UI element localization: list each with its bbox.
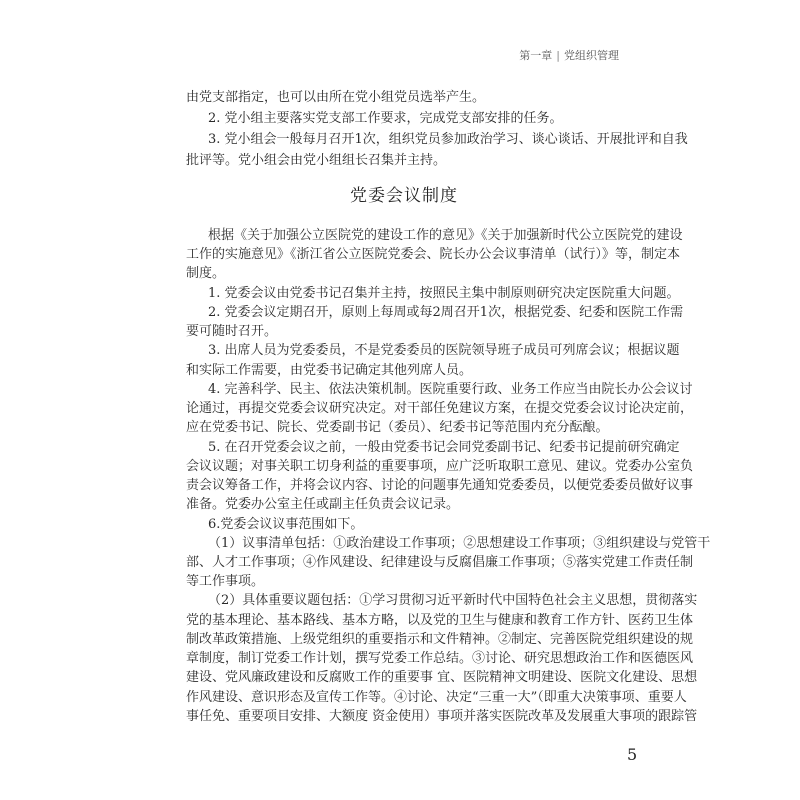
text-line: （2）具体重要议题包括：①学习贯彻习近平新时代中国特色社会主义思想，贯彻落实 (208, 593, 698, 609)
page-number: 5 (627, 745, 638, 764)
text-line: 1. 党委会议由党委书记召集并主持，按照民主集中制原则研究决定医院重大问题。 (208, 285, 680, 301)
running-header (519, 47, 619, 63)
text-line: 等工作事项。 (186, 574, 265, 590)
text-line: 2. 党小组主要落实党支部工作要求，完成党支部安排的任务。 (208, 111, 563, 126)
text-line: 部、人才工作事项；④作风建设、纪律建设与反腐倡廉工作事项；⑤落实党建工作责任制 (186, 554, 694, 570)
body-text (186, 226, 711, 726)
text-line: 工作的实施意见》《浙江省公立医院党委会、院长办公会议事清单（试行）》等，制定本 (186, 247, 681, 263)
text-line: 责会议筹备工作，并将会议内容、讨论的问题事先通知党委委员，以便党委委员做好议事 (186, 478, 694, 494)
continued-text (186, 87, 688, 171)
header-separator: | (556, 49, 560, 62)
text-line: 制度。 (186, 266, 226, 282)
chapter-label: 第一章 (519, 49, 553, 62)
text-line: 要可随时召开。 (186, 324, 278, 340)
text-line: 党的基本理论、基本路线、基本方略，以及党的卫生与健康和教育工作方针、医药卫生体 (186, 612, 694, 628)
text-line: 和实际工作需要，由党委书记确定其他列席人员。 (186, 362, 473, 378)
text-line: 批评等。党小组会由党小组组长召集并主持。 (186, 153, 447, 168)
text-line: （1）议事清单包括：①政治建设工作事项；②思想建设工作事项；③组织建设与党管干 (208, 535, 711, 551)
text-line: 6.党委会议议事范围如下。 (208, 516, 364, 532)
text-line: 制改革政策措施、上级党组织的重要指示和文件精神。②制定、完善医院党组织建设的规 (186, 631, 694, 647)
text-line: 章制度，制订党委工作计划，撰写党委工作总结。③讨论、研究思想政治工作和医德医风 (186, 651, 694, 667)
text-line: 3. 党小组会一般每月召开1次，组织党员参加政治学习、谈心谈话、开展批评和自我 (208, 132, 688, 147)
text-line: 事任免、重要项目安排、大额度 资金使用）事项并落实医院改革及发展重大事项的跟踪管 (186, 708, 698, 724)
text-line: 由党支部指定，也可以由所在党小组党员选举产生。 (186, 90, 486, 105)
text-line: 根据《关于加强公立医院党的建设工作的意见》《关于加强新时代公立医院党的建设 (208, 228, 683, 243)
text-line: 应在党委书记、院长、党委副书记（委员）、纪委书记等范围内充分酝酿。 (186, 420, 609, 436)
text-line: 2. 党委会议定期召开，原则上每周或每2周召开1次，根据党委、纪委和医院工作需 (208, 304, 684, 320)
section-title: 党委会议制度 (350, 186, 458, 206)
text-line: 会议议题；对事关职工切身利益的重要事项，应广泛听取职工意见、建议。党委办公室负 (186, 458, 694, 474)
text-line: 4. 完善科学、民主、依法决策机制。医院重要行政、业务工作应当由院长办公会议讨 (208, 381, 693, 397)
section-label: 党组织管理 (564, 49, 619, 62)
text-line: 建设、党风廉政建设和反腐败工作的重要事 宜、医院精神文明建设、医院文化建设、思想 (186, 670, 698, 686)
text-line: 论通过，再提交党委会议研究决定。对干部任免建议方案，在提交党委会议讨论决定前， (186, 401, 694, 417)
text-line: 准备。党委办公室主任或副主任负责会议记录。 (186, 497, 460, 513)
text-line: 5. 在召开党委会议之前，一般由党委书记会同党委副书记、纪委书记提前研究确定 (208, 439, 680, 455)
text-line: 作风建设、意识形态及宣传工作等。④讨论、决定“三重一大”（即重大决策事项、重要人 (186, 689, 687, 705)
text-line: 3. 出席人员为党委委员，不是党委委员的医院领导班子成员可列席会议；根据议题 (208, 343, 680, 359)
